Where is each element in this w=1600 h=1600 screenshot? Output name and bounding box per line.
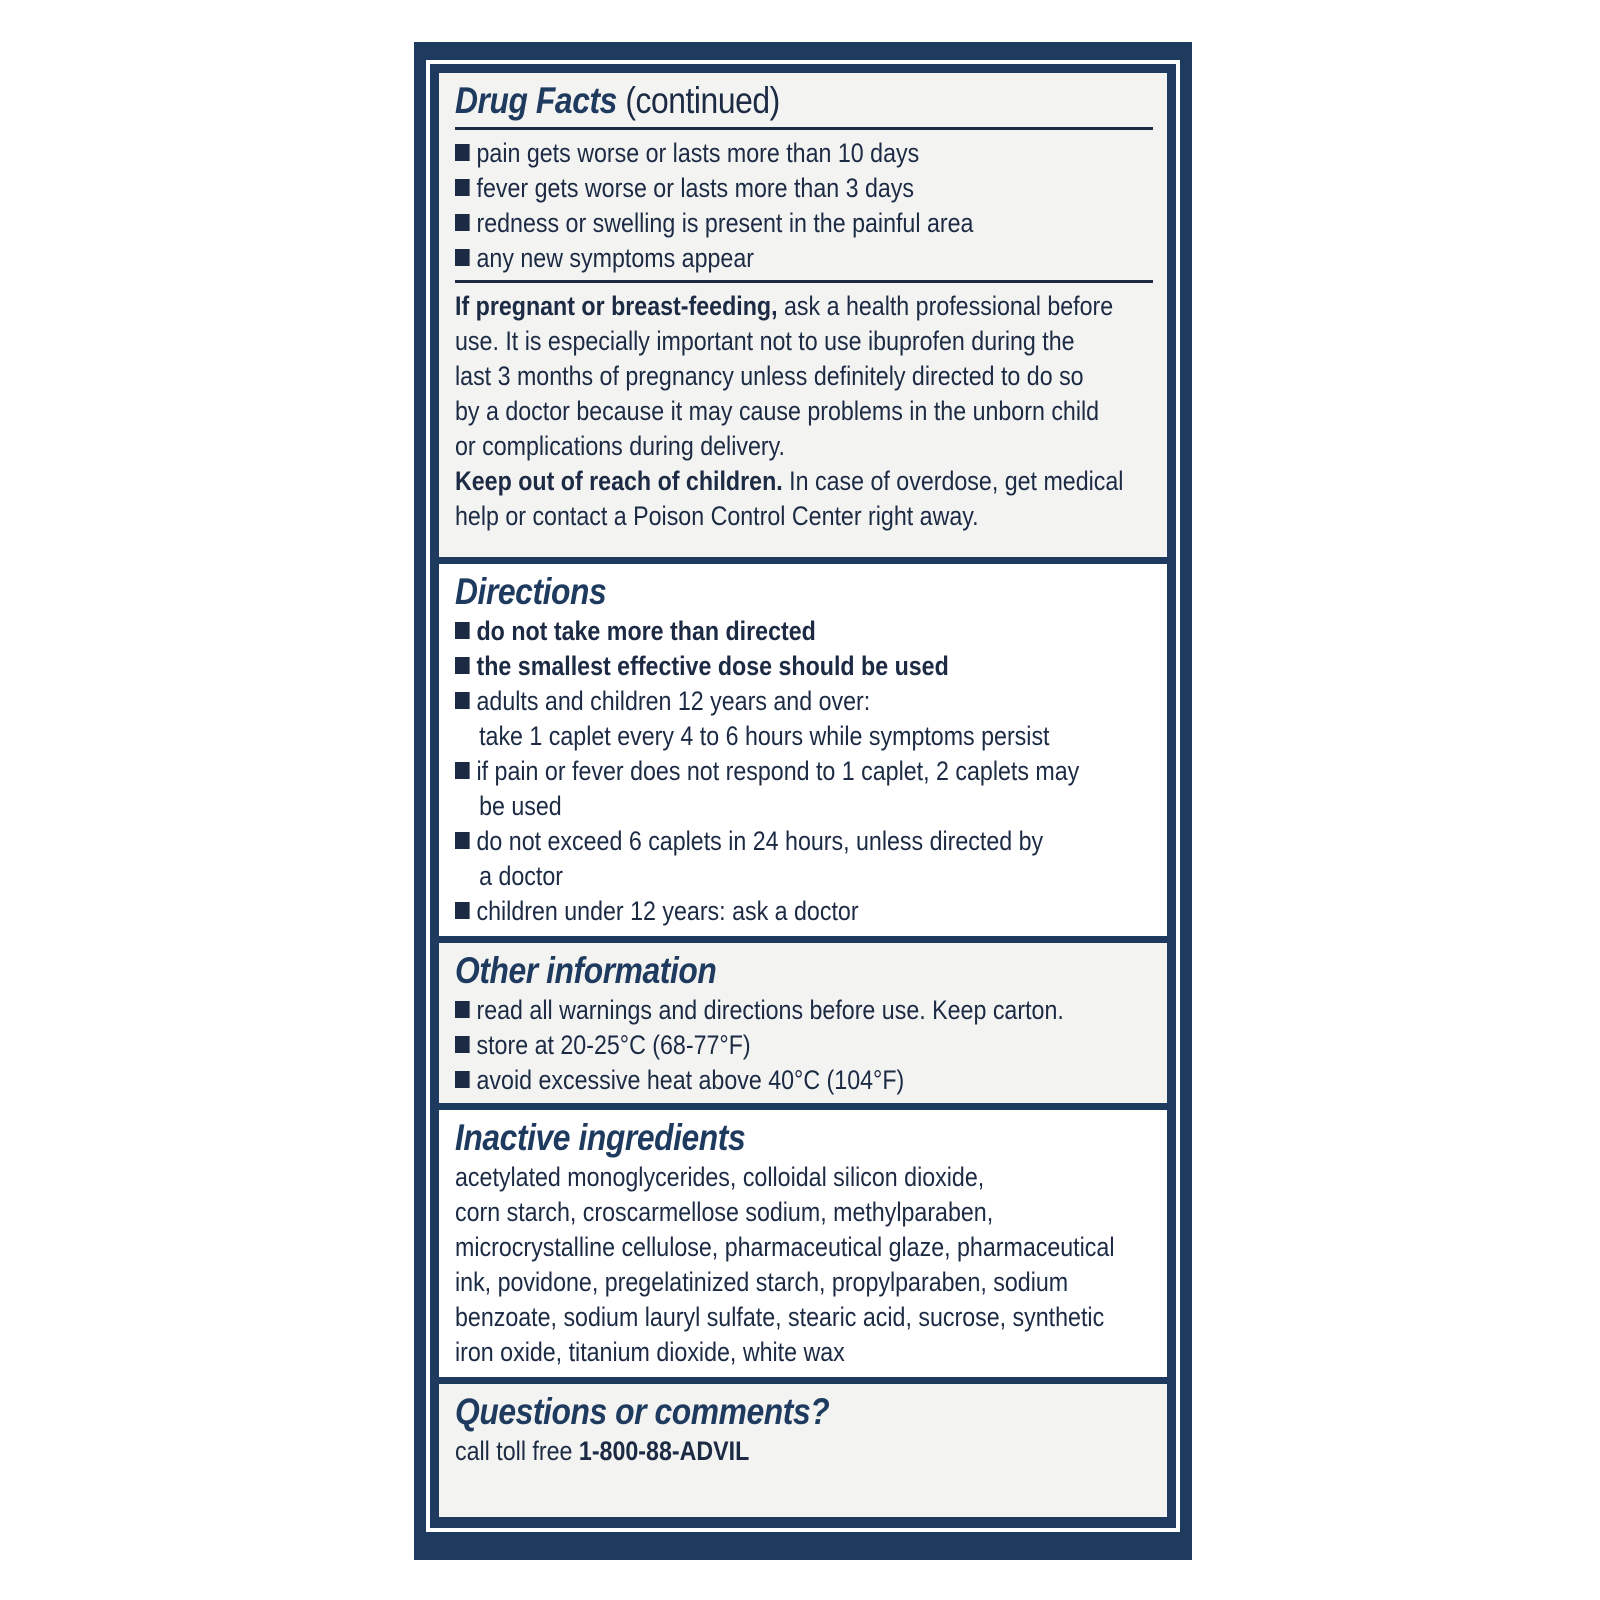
other-information-panel bbox=[439, 943, 1167, 1103]
bullet-square-icon bbox=[455, 1036, 470, 1053]
directions-heading: Directions bbox=[455, 571, 607, 612]
list-item-continuation: a doctor bbox=[479, 861, 563, 891]
other-information-heading: Other information bbox=[455, 950, 717, 991]
pregnant-warning-line: If pregnant or breast-feeding, ask a health professional before bbox=[455, 291, 1114, 321]
ingredients-line: iron oxide, titanium dioxide, white wax bbox=[455, 1337, 845, 1367]
list-item: redness or swelling is present in the painful area bbox=[455, 206, 1055, 241]
ingredients-line: acetylated monoglycerides, colloidal silicon dioxide, bbox=[455, 1162, 985, 1192]
bullet-square-icon bbox=[455, 214, 470, 231]
pregnant-warning-line: by a doctor because it may cause problems in the unborn child bbox=[455, 396, 1100, 426]
keep-out-line: Keep out of reach of children. In case of overdose, get medical bbox=[455, 466, 1124, 496]
list-item: the smallest effective dose should be used bbox=[455, 649, 1055, 684]
bullet-square-icon bbox=[455, 692, 470, 709]
bullet-square-icon bbox=[455, 144, 470, 161]
list-item: if pain or fever does not respond to 1 caplet, 2 caplets may bbox=[455, 754, 1055, 789]
phone-number: 1-800-88-ADVIL bbox=[578, 1436, 750, 1466]
list-item: children under 12 years: ask a doctor bbox=[455, 894, 1055, 929]
divider bbox=[455, 280, 1153, 283]
list-item: pain gets worse or lasts more than 10 days bbox=[455, 136, 1055, 171]
list-item: read all warnings and directions before use. Keep carton. bbox=[455, 993, 1055, 1028]
list-item: any new symptoms appear bbox=[455, 241, 1055, 276]
bullet-square-icon bbox=[455, 622, 470, 639]
ingredients-line: corn starch, croscarmellose sodium, methylparaben, bbox=[455, 1197, 994, 1227]
drug-facts-label bbox=[414, 42, 1192, 1560]
ingredients-line: benzoate, sodium lauryl sulfate, stearic acid, sucrose, synthetic bbox=[455, 1302, 1105, 1332]
list-item: store at 20-25°C (68-77°F) bbox=[455, 1028, 1055, 1063]
list-item-continuation: take 1 caplet every 4 to 6 hours while symptoms persist bbox=[479, 721, 1050, 751]
ingredients-line: ink, povidone, pregelatinized starch, propylparaben, sodium bbox=[455, 1267, 1069, 1297]
bullet-square-icon bbox=[455, 1001, 470, 1018]
pregnant-warning-line: last 3 months of pregnancy unless definitely directed to do so bbox=[455, 361, 1084, 391]
questions-panel bbox=[439, 1384, 1167, 1517]
bullet-square-icon bbox=[455, 902, 470, 919]
keep-out-line: help or contact a Poison Control Center right away. bbox=[455, 501, 979, 531]
bullet-square-icon bbox=[455, 179, 470, 196]
list-item: fever gets worse or lasts more than 3 days bbox=[455, 171, 1055, 206]
bullet-square-icon bbox=[455, 762, 470, 779]
bullet-square-icon bbox=[455, 657, 470, 674]
divider bbox=[455, 127, 1153, 130]
list-item: adults and children 12 years and over: bbox=[455, 684, 1055, 719]
pregnant-warning-line: or complications during delivery. bbox=[455, 431, 785, 461]
bullet-square-icon bbox=[455, 249, 470, 266]
list-item: do not exceed 6 caplets in 24 hours, unless directed by bbox=[455, 824, 1055, 859]
inactive-ingredients-heading: Inactive ingredients bbox=[455, 1117, 746, 1158]
drug-facts-panel bbox=[439, 73, 1167, 557]
questions-heading: Questions or comments? bbox=[455, 1391, 830, 1432]
directions-panel bbox=[439, 564, 1167, 936]
list-item-continuation: be used bbox=[479, 791, 562, 821]
pregnant-warning-line: use. It is especially important not to use ibuprofen during the bbox=[455, 326, 1075, 356]
list-item: do not take more than directed bbox=[455, 614, 1055, 649]
drug-facts-heading: Drug Facts (continued) bbox=[455, 80, 780, 121]
bullet-square-icon bbox=[455, 1071, 470, 1088]
label-panels bbox=[439, 73, 1167, 1517]
list-item: avoid excessive heat above 40°C (104°F) bbox=[455, 1063, 1055, 1098]
bullet-square-icon bbox=[455, 832, 470, 849]
inactive-ingredients-panel bbox=[439, 1110, 1167, 1377]
phone-line: call toll free 1-800-88-ADVIL bbox=[455, 1436, 750, 1466]
ingredients-line: microcrystalline cellulose, pharmaceutical glaze, pharmaceutical bbox=[455, 1232, 1115, 1262]
